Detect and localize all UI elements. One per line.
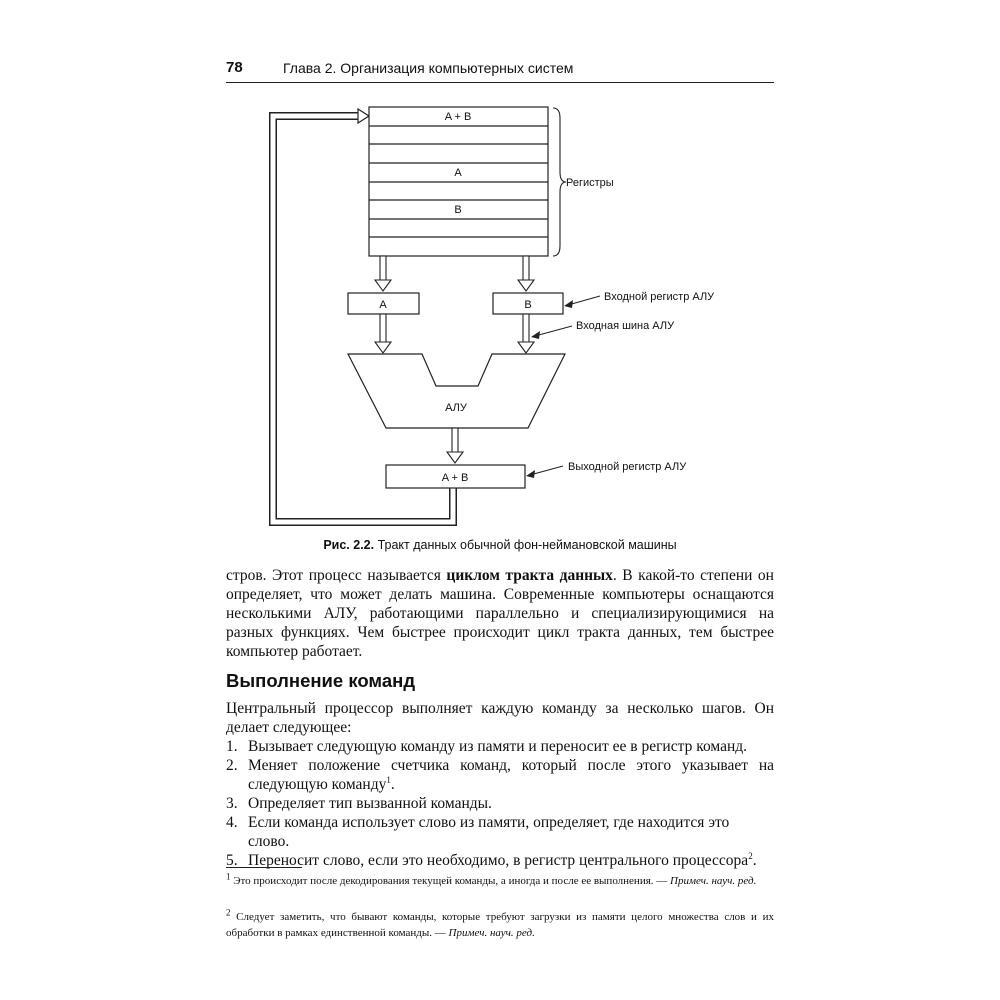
step-text-tail: . (752, 852, 757, 869)
footnote-ref: 2 (748, 850, 753, 861)
footnote-mark: 1 (226, 871, 231, 882)
step-number: 2. (226, 757, 238, 774)
register-file (369, 107, 548, 256)
figure-caption (0, 538, 1000, 552)
list-item (226, 813, 774, 851)
paragraph-text: стров. Этот процесс называется (226, 567, 447, 584)
step-number: 4. (226, 814, 238, 831)
register-row-label: A + B (444, 111, 472, 123)
step-number: 1. (226, 738, 238, 755)
input-register-label: Входной регистр АЛУ (604, 291, 715, 303)
registers-brace (553, 108, 566, 256)
svg-text:A + B: A + B (441, 472, 469, 484)
input-register-pointer (564, 296, 600, 308)
step-number: 5. (226, 852, 238, 869)
footnote-text: Следует заметить, что бывают команды, которые требуют загрузки из памяти целого множества слов и их обработки в рамках единственной команды. — (226, 911, 774, 939)
output-register-label: Выходной регистр АЛУ (568, 461, 687, 473)
alu-output-register (386, 465, 525, 488)
section-intro: Центральный процессор выполняет каждую команду за несколько шагов. Он делает следующее: (226, 700, 774, 736)
input-bus-label: Входная шина АЛУ (576, 320, 675, 332)
caption-text: Тракт данных обычной фон-неймановской машины (374, 538, 677, 552)
list-item (226, 851, 774, 870)
list-item (226, 737, 774, 756)
svg-text:АЛУ: АЛУ (445, 402, 467, 414)
input-bus-pointer (531, 326, 572, 339)
step-text-tail: . (390, 776, 395, 793)
svg-text:B: B (524, 299, 532, 311)
editor-note: Примеч. науч. ред. (448, 927, 535, 939)
section-heading: Выполнение команд (226, 670, 416, 691)
alu-input-register-b (493, 293, 563, 314)
footnote-mark: 2 (226, 907, 231, 918)
step-text: Вызывает следующую команду из памяти и переносит ее в регистр команд. (248, 738, 748, 755)
registers-label: Регистры (566, 177, 614, 189)
footnote-text: Это происходит после декодирования текущей команды, а иногда и после ее выполнения. — (230, 875, 671, 887)
register-to-latch-arrows (375, 256, 534, 291)
paragraph-datapath-cycle (226, 566, 774, 661)
output-register-pointer (526, 466, 563, 478)
alu (348, 354, 565, 428)
editor-note: Примеч. науч. ред. (670, 875, 757, 887)
svg-text:A: A (379, 299, 387, 311)
instruction-steps-list (226, 737, 774, 870)
alu-output-arrow (447, 428, 463, 463)
step-number: 3. (226, 795, 238, 812)
footnote-2 (226, 909, 774, 941)
register-row-label: B (454, 204, 462, 216)
alu-input-bus-arrows (375, 314, 534, 353)
footnote-rule (226, 867, 302, 868)
footnote-ref: 1 (386, 774, 391, 785)
list-item (226, 794, 774, 813)
caption-label: Рис. 2.2. (323, 538, 375, 552)
step-text: Меняет положение счетчика команд, который после этого указывает на следующую команду (248, 757, 774, 793)
alu-input-register-a (348, 293, 419, 314)
footnote-1 (226, 873, 774, 889)
paragraph-text: . В какой-то степени он определяет, что может делать машина. Современные компьютеры оснащаются несколькими АЛУ, работающими параллельно и специализирующимися на разных функциях. Чем быстрее происходит цикл тракта данных, тем быстрее компьютер работает. (226, 567, 774, 660)
step-text: Если команда использует слово из памяти, определяет, где находится это слово. (248, 814, 730, 850)
running-head: Глава 2. Организация компьютерных систем (283, 60, 574, 76)
term-datapath-cycle: циклом тракта данных (446, 567, 613, 584)
page-number: 78 (226, 59, 243, 76)
step-text: Определяет тип вызванной команды. (248, 795, 492, 812)
step-text: Переносит слово, если это необходимо, в регистр центрального процессора (248, 852, 749, 869)
list-item (226, 756, 774, 794)
register-row-label: A (454, 167, 462, 179)
